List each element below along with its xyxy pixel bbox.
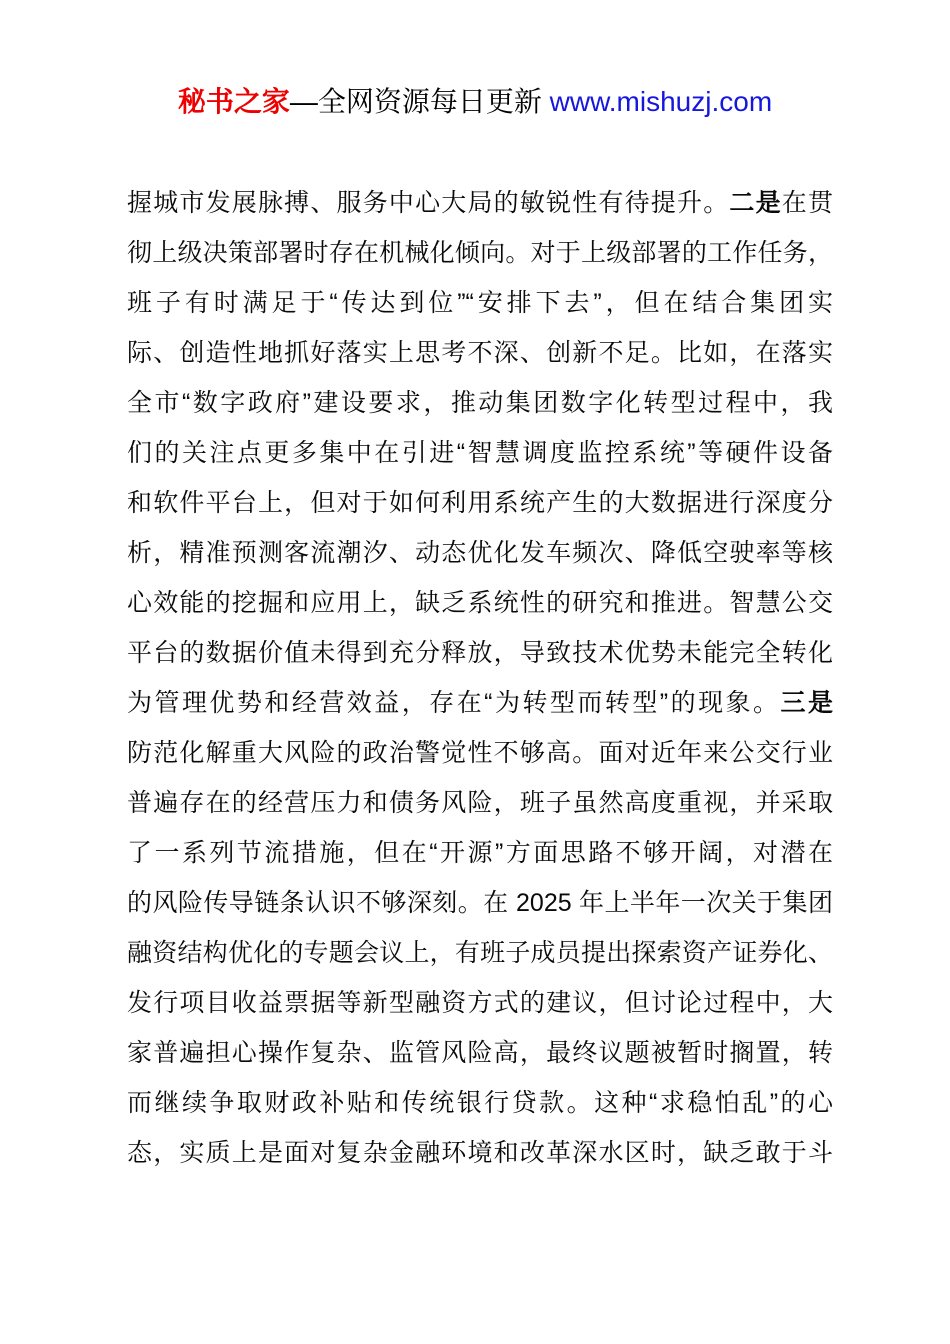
text-line (127, 528, 833, 578)
text-run: 握城市发展脉搏、服务中心大局的敏锐性有待提升。 (127, 189, 730, 217)
text-run: 态，实质上是面对复杂金融环境和改革深水区时，缺乏敢于斗 (127, 1139, 833, 1167)
text-run: 彻上级决策部署时存在机械化倾向。对于上级部署的工作任务， (127, 239, 833, 267)
text-run: 而继续争取财政补贴和传统银行贷款。这种“求稳怕乱”的心 (127, 1089, 833, 1117)
text-line (127, 378, 833, 428)
site-url-link[interactable]: www.mishuzj.com (549, 86, 773, 117)
text-line (127, 578, 833, 628)
text-run: 发行项目收益票据等新型融资方式的建议，但讨论过程中，大 (127, 989, 833, 1017)
text-run: 际、创造性地抓好落实上思考不深、创新不足。比如，在落实 (127, 339, 833, 367)
text-line (127, 178, 833, 228)
text-run: 析，精准预测客流潮汐、动态优化发车频次、降低空驶率等核 (127, 539, 833, 567)
text-run: 为管理优势和经营效益，存在“为转型而转型”的现象。 (127, 689, 781, 717)
text-line (127, 978, 833, 1028)
site-tagline: —全网资源每日更新 (289, 86, 550, 117)
text-line (127, 328, 833, 378)
text-line (127, 628, 833, 678)
text-line (127, 1128, 833, 1178)
text-line (127, 828, 833, 878)
text-line (127, 678, 833, 728)
text-line (127, 878, 833, 928)
site-brand: 秘书之家 (177, 86, 290, 117)
text-run: 全市“数字政府”建设要求，推动集团数字化转型过程中，我 (127, 389, 833, 417)
text-run: 心效能的挖掘和应用上，缺乏系统性的研究和推进。智慧公交 (127, 589, 833, 617)
text-run: 在贯 (781, 189, 833, 217)
text-run: 家普遍担心操作复杂、监管风险高，最终议题被暂时搁置，转 (127, 1039, 833, 1067)
text-run: 防范化解重大风险的政治警觉性不够高。面对近年来公交行业 (127, 739, 833, 767)
site-header (0, 84, 950, 120)
text-run: 普遍存在的经营压力和债务风险，班子虽然高度重视，并采取 (127, 789, 833, 817)
document-body (127, 178, 833, 1178)
text-run: 融资结构优化的专题会议上，有班子成员提出探索资产证券化、 (127, 939, 833, 967)
text-run: 班子有时满足于“传达到位”“安排下去”，但在结合集团实 (127, 289, 833, 317)
text-line (127, 228, 833, 278)
text-line (127, 428, 833, 478)
text-run: 和软件平台上，但对于如何利用系统产生的大数据进行深度分 (127, 489, 833, 517)
text-line (127, 478, 833, 528)
text-run: 了一系列节流措施，但在“开源”方面思路不够开阔，对潜在 (127, 839, 833, 867)
text-line (127, 728, 833, 778)
text-line (127, 778, 833, 828)
bold-text-run: 三是 (780, 689, 833, 717)
text-line (127, 1028, 833, 1078)
text-line (127, 928, 833, 978)
text-run: 的风险传导链条认识不够深刻。在 2025 年上半年一次关于集团 (127, 889, 833, 917)
bold-text-run: 二是 (729, 189, 782, 217)
text-run: 们的关注点更多集中在引进“智慧调度监控系统”等硬件设备 (127, 439, 833, 467)
text-line (127, 1078, 833, 1128)
text-line (127, 278, 833, 328)
text-run: 平台的数据价值未得到充分释放，导致技术优势未能完全转化 (127, 639, 833, 667)
